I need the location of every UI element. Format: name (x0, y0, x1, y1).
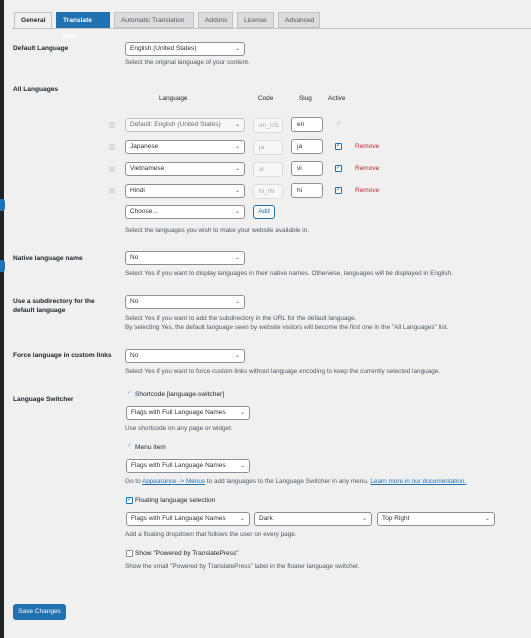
subdirectory-description-line1: Select Yes if you want to add the subdirectory in the URL for the default language. (125, 315, 357, 322)
chevron-down-icon: ⌄ (234, 353, 240, 359)
subdirectory-label-line2: default language (13, 307, 66, 314)
subdirectory-select[interactable] (125, 295, 245, 309)
floating-position-value: Top Right (382, 515, 410, 522)
subdirectory-value: No (130, 298, 139, 305)
sidebar-collapse-notch[interactable] (0, 199, 5, 211)
slug-input[interactable]: hi (291, 183, 323, 198)
choose-placeholder: Choose... (130, 208, 158, 215)
tab-translate-site[interactable]: Translate Site (56, 12, 110, 28)
chevron-down-icon: ⌄ (234, 188, 240, 194)
choose-language-select[interactable] (125, 205, 245, 219)
default-language-label: Default Language (13, 45, 69, 52)
shortcode-label: Shortcode [language-switcher] (135, 391, 225, 398)
tab-license[interactable]: License (237, 12, 274, 28)
language-value: Default: English (United States) (130, 121, 221, 128)
tab-addons[interactable]: Addons (198, 12, 233, 28)
chevron-down-icon: ⌄ (234, 144, 240, 150)
drag-handle-icon[interactable] (109, 144, 115, 150)
subdirectory-description-line2: By selecting Yes, the default language seen by website visitors will become the first one in the "All Languages" list. (125, 324, 449, 331)
documentation-link[interactable]: Learn more in our documentation. (370, 478, 467, 485)
sidebar-collapse-notch-2[interactable] (0, 260, 5, 272)
default-language-select[interactable] (125, 42, 245, 56)
admin-sidebar-edge (0, 0, 4, 638)
column-header-language: Language (159, 95, 188, 102)
chevron-down-icon: ⌄ (361, 516, 367, 522)
save-changes-button[interactable]: Save Changes (13, 604, 66, 620)
chevron-down-icon: ⌄ (234, 255, 240, 261)
appearance-menus-link[interactable]: Appearance -> Menus (142, 478, 206, 485)
language-select-default (125, 118, 245, 132)
column-header-slug: Slug (299, 95, 312, 102)
language-value: Vietnamese (130, 165, 165, 172)
chevron-down-icon: ⌄ (234, 166, 240, 172)
language-value: Japanese (130, 143, 159, 150)
code-input: hi_IN (253, 184, 283, 199)
menu-item-style-value: Flags with Full Language Names (131, 462, 226, 469)
slug-input[interactable]: ja (291, 139, 323, 154)
language-select-vietnamese[interactable] (125, 162, 245, 176)
code-input: vi (253, 162, 283, 177)
menu-desc-prefix: Go to (125, 478, 143, 485)
add-language-button[interactable]: Add (253, 205, 275, 219)
menu-item-label: Menu item (135, 444, 166, 451)
all-languages-label: All Languages (13, 86, 59, 93)
chevron-down-icon: ⌄ (234, 122, 240, 128)
subdirectory-label-line1: Use a subdirectory for the (13, 298, 95, 305)
floating-selection-label: Floating language selection (135, 497, 216, 504)
tab-general[interactable]: General (14, 12, 52, 29)
powered-by-description: Show the small "Powered by TranslatePress" label in the floater language switcher. (125, 563, 360, 570)
floating-theme-select[interactable] (254, 512, 372, 526)
force-language-description: Select Yes if you want to force custom links without language encoding to keep the currently selected language. (125, 368, 441, 375)
code-input: en_US (253, 118, 283, 133)
code-input: ja (253, 140, 283, 155)
floating-description: Add a floating dropdown that follows the user on every page. (125, 531, 297, 538)
active-checkmark-icon: ✓ (335, 121, 342, 127)
shortcode-style-value: Flags with Full Language Names (131, 409, 226, 416)
menu-item-description (125, 477, 466, 486)
language-switcher-label: Language Switcher (13, 396, 74, 403)
force-language-label: Force language in custom links (13, 352, 112, 359)
remove-language-link[interactable]: Remove (355, 165, 380, 172)
remove-language-link[interactable]: Remove (355, 187, 380, 194)
active-checkbox[interactable]: ✓ (336, 165, 342, 171)
chevron-down-icon: ⌄ (484, 516, 490, 522)
native-language-name-label: Native language name (13, 255, 83, 262)
menu-item-style-select[interactable] (126, 459, 250, 473)
drag-handle-icon[interactable] (109, 188, 115, 194)
slug-input[interactable]: vi (291, 161, 323, 176)
drag-handle-icon[interactable] (109, 166, 115, 172)
powered-by-label: Show "Powered by TranslatePress" (135, 550, 239, 557)
force-language-value: No (130, 352, 139, 359)
native-language-name-description: Select Yes if you want to display languages in their native names. Otherwise, languages will be displayed in English. (125, 270, 453, 277)
powered-by-checkbox[interactable] (126, 550, 133, 557)
all-languages-description: Select the languages you wish to make your website available in. (125, 227, 310, 234)
chevron-down-icon: ⌄ (239, 463, 245, 469)
remove-language-link[interactable]: Remove (355, 143, 380, 150)
menu-desc-middle: to add languages to the Language Switcher in any menu. (205, 478, 371, 485)
active-checkbox[interactable]: ✓ (336, 187, 342, 193)
shortcode-description: Use shortcode on any page or widget. (125, 425, 233, 432)
language-select-hindi[interactable] (125, 184, 245, 198)
floating-selection-checkbox[interactable]: ✓ (127, 497, 133, 503)
chevron-down-icon: ⌄ (234, 209, 240, 215)
column-header-active: Active (328, 95, 346, 102)
native-language-name-select[interactable] (125, 251, 245, 265)
column-header-code: Code (258, 95, 274, 102)
chevron-down-icon: ⌄ (239, 410, 245, 416)
force-language-select[interactable] (125, 349, 245, 363)
default-language-value: English (United States) (130, 45, 197, 52)
chevron-down-icon: ⌄ (234, 46, 240, 52)
active-checkbox[interactable]: ✓ (336, 143, 342, 149)
floating-theme-value: Dark (259, 515, 273, 522)
drag-handle-icon[interactable] (109, 122, 115, 128)
floating-style-value: Flags with Full Language Names (131, 515, 226, 522)
language-value: Hindi (130, 187, 145, 194)
floating-position-select[interactable] (377, 512, 495, 526)
chevron-down-icon: ⌄ (234, 299, 240, 305)
shortcode-checkmark-icon: ✓ (126, 390, 133, 396)
floating-style-select[interactable] (126, 512, 250, 526)
native-language-name-value: No (130, 254, 139, 261)
default-language-description: Select the original language of your content. (125, 59, 250, 66)
shortcode-style-select[interactable] (126, 406, 250, 420)
menu-item-checkmark-icon: ✓ (126, 443, 133, 449)
tab-advanced[interactable]: Advanced (278, 12, 320, 28)
tab-divider (12, 28, 531, 29)
language-select-japanese[interactable] (125, 140, 245, 154)
chevron-down-icon: ⌄ (239, 516, 245, 522)
tab-automatic-translation[interactable]: Automatic Translation (114, 12, 194, 28)
slug-input[interactable]: en (291, 117, 323, 132)
